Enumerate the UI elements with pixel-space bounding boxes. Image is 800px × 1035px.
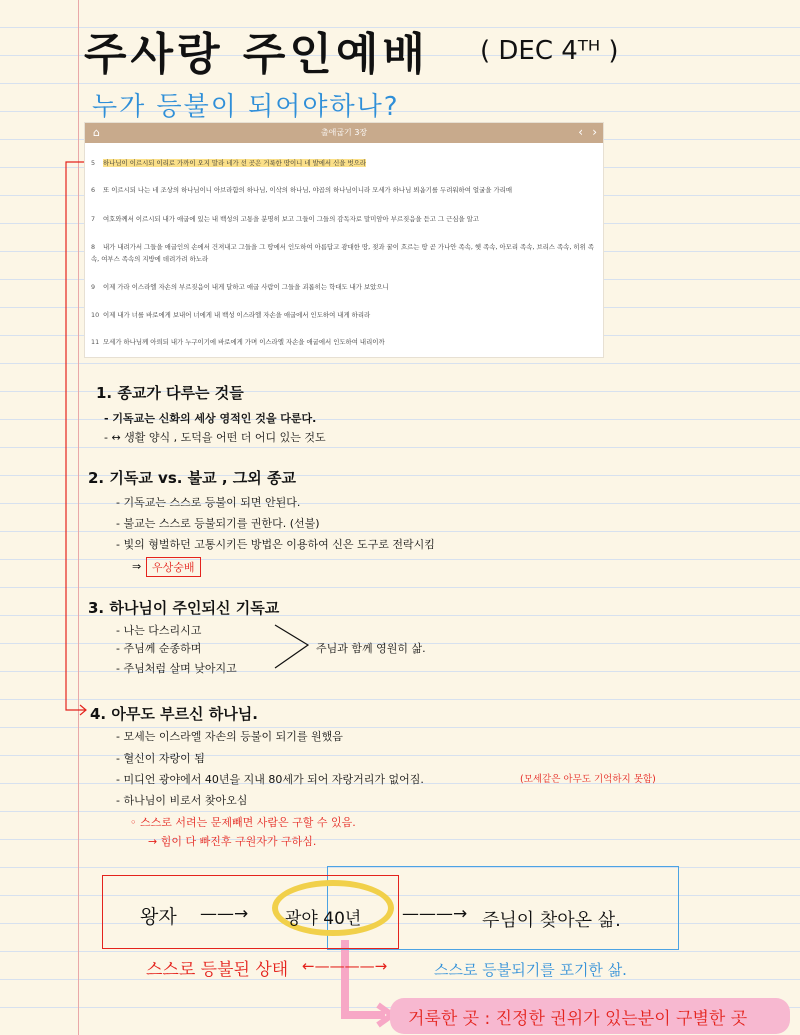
section-2-item: - 기독교는 스스로 등불이 되면 안된다. [116, 496, 301, 509]
diagram-arrow: ———→ [402, 904, 468, 924]
prev-chapter-button[interactable]: ‹ [578, 125, 583, 139]
diagram-wilderness-label: 광야 40년 [285, 909, 362, 929]
section-4-item: - 혈신이 자랑이 됨 [116, 752, 205, 765]
section-2-item: - 불교는 스스로 등불되기를 권한다. (선불) [116, 517, 320, 530]
highlighted-verse-text: 하나님이 이르시되 이리로 가까이 오지 말라 네가 선 곳은 거룩한 땅이니 네 발에서 신을 벗으라 [103, 159, 367, 167]
verse-row[interactable]: 10 이제 내가 너를 바로에게 보내어 너에게 내 백성 이스라엘 자손을 애굽에서 인도하여 내게 하리라 [91, 311, 371, 319]
verse-row[interactable]: 5 하나님이 이르시되 이리로 가까이 오지 말라 네가 선 곳은 거룩한 땅이니 네 발에서 신을 벗으라 [91, 159, 367, 167]
section-4-item: - 미디언 광야에서 40년을 지내 80세가 되어 자랑거리가 없어짐. [116, 773, 424, 786]
holy-place-definition: 거룩한 곳 : 진정한 권위가 있는분이 구별한 곳 [408, 1009, 748, 1029]
blue-give-up-label: 스스로 등불되기를 포기한 삶. [434, 961, 627, 979]
verse-row[interactable]: 6 또 이르시되 나는 네 조상의 하나님이니 아브라함의 하나님, 이삭의 하나님, 야곱의 하나님이니라 모세가 하나님 뵈옵기를 두려워하여 얼굴을 가리매 [91, 186, 512, 194]
verse-row[interactable]: 7 여호와께서 이르시되 내가 애굽에 있는 내 백성의 고통을 분명히 보고 그들이 그들의 감독자로 말미암아 부르짖음을 듣고 그 근심을 알고 [91, 215, 480, 223]
verse-row[interactable]: 11 모세가 하나님께 아뢰되 내가 누구이기에 바로에게 가며 이스라엘 자손을 애굽에서 인도하여 내리이까 [91, 338, 385, 346]
section-3-item: - 나는 다스리시고 [116, 624, 202, 637]
section-3-bracket-note: 주님과 함께 영원히 삶. [316, 642, 426, 655]
section-4-item: - 모세는 이스라엘 자손의 등불이 되기를 원했음 [116, 730, 343, 743]
section-4-title: 4. 아무도 부르신 하나님. [90, 705, 258, 723]
section-2-item: - 빛의 형벌하던 고통시키든 방법은 이용하여 신은 도구로 전락시킴 [116, 538, 435, 551]
section-4-red-note: → 힘이 다 빠진후 구원자가 구하심. [148, 835, 317, 848]
section-4-red-side-note: (모세같은 아무도 기억하지 못함) [520, 774, 656, 785]
section-1-title: 1. 종교가 다루는 것들 [96, 384, 244, 402]
subtitle-question: 누가 등불이 되어야하나? [92, 92, 400, 122]
boxed-idolatry-label: 우상숭배 [146, 557, 201, 577]
next-chapter-button[interactable]: › [592, 125, 597, 139]
chapter-title: 출애굽기 3장 [320, 128, 368, 137]
section-4-item: - 하나님이 비로서 찾아오심 [116, 794, 248, 807]
section-3-title: 3. 하나님이 주인되신 기독교 [88, 599, 280, 617]
section-3-item: - 주님께 순종하며 [116, 642, 202, 655]
section-2-title: 2. 기독교 vs. 불교 , 그외 종교 [88, 469, 296, 487]
page-title: 주사랑 주인예배 [84, 29, 429, 80]
arrow-symbol: ⇒ [132, 560, 142, 573]
section-1-item: - 기독교는 신화의 세상 영적인 것을 다룬다. [104, 412, 317, 425]
diagram-arrow: ——→ [200, 904, 249, 924]
home-icon[interactable]: ⌂ [93, 126, 100, 139]
verse-row[interactable]: 9 이제 가라 이스라엘 자손의 부르짖음이 내게 달하고 애굽 사람이 그들을 괴롭히는 학대도 내가 보았으니 [91, 283, 389, 291]
red-self-lamp-label: 스스로 등불된 상태 [146, 960, 289, 980]
section-3-item: - 주님처럼 살며 낮아지고 [116, 662, 237, 675]
date-label: ( DEC 4ᵀᴴ ) [480, 36, 619, 66]
section-4-red-note: ◦ 스스로 서려는 문제빼면 사람은 구할 수 있음. [130, 816, 356, 829]
verse-row[interactable]: 8 내가 내려가서 그들을 애굽인의 손에서 건져내고 그들을 그 땅에서 인도하여 아름답고 광대한 땅, 젖과 꿀이 흐르는 땅 곧 가나안 족속, 헷 족속, 아모리 족속, 브리스 족속, 히위 족속, 여부스 족속의 지방에 데려가려 하노라 [91, 243, 594, 263]
section-1-item: - ↔ 생활 양식 , 도덕을 어떤 더 어디 있는 것도 [104, 431, 326, 444]
diagram-prince-label: 왕자 [140, 906, 177, 928]
diagram-lord-visits-label: 주님이 찾아온 삶. [482, 910, 621, 931]
double-arrow: ←————→ [302, 957, 388, 975]
